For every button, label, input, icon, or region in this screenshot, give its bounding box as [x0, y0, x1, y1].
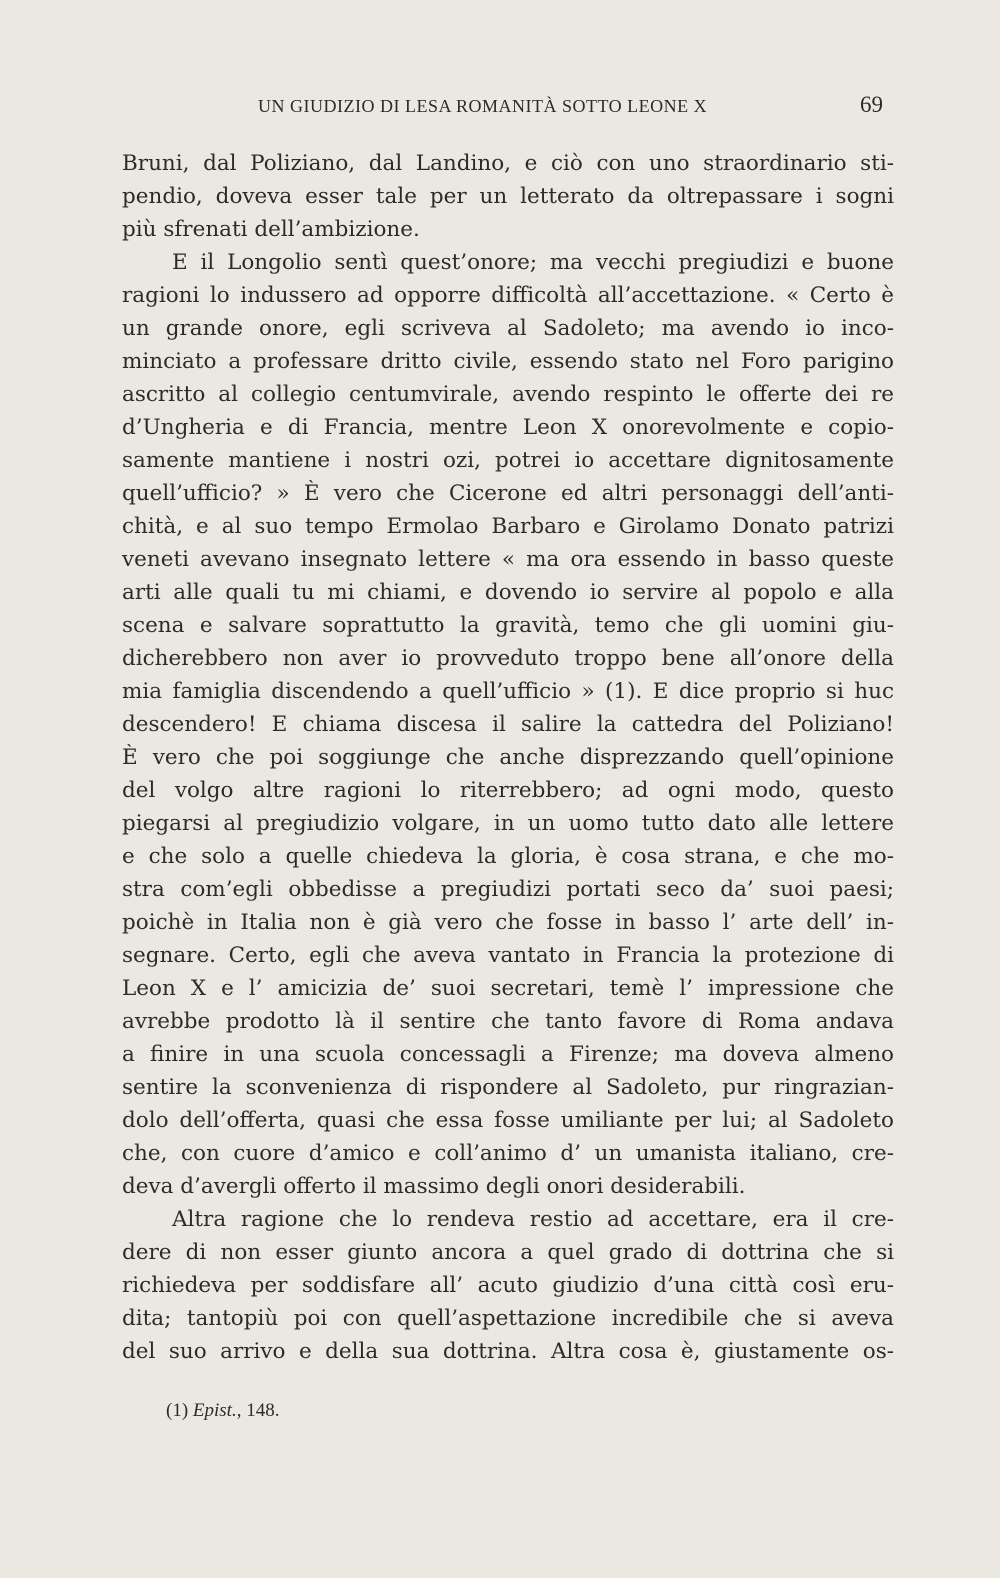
text-line: Leon X e l’ amicizia de’ suoi secretari, temè l’ impressione che [122, 976, 894, 1001]
text-line: E il Longolio sentì quest’onore; ma vecchi pregiudizi e buone [172, 250, 894, 275]
text-line: a finire in una scuola concessagli a Firenze; ma doveva almeno [122, 1042, 894, 1067]
text-line: dolo dell’offerta, quasi che essa fosse umiliante per lui; al Sadoleto [122, 1108, 894, 1133]
text-line: descendero! E chiama discesa il salire la cattedra del Poliziano! [122, 712, 894, 737]
text-line: piegarsi al pregiudizio volgare, in un uomo tutto dato alle lettere [122, 811, 894, 836]
text-line: veneti avevano insegnato lettere « ma ora essendo in basso queste [122, 547, 894, 572]
footnote-reference: , 148. [236, 1400, 280, 1421]
text-line: stra com’egli obbedisse a pregiudizi portati seco da’ suoi paesi; [122, 877, 894, 902]
footnote-source: Epist. [192, 1400, 237, 1421]
text-line: minciato a professare dritto civile, essendo stato nel Foro parigino [122, 349, 894, 374]
text-line: d’Ungheria e di Francia, mentre Leon X onorevolmente e copio- [122, 415, 894, 440]
page-number: 69 [860, 92, 883, 117]
text-line: avrebbe prodotto là il sentire che tanto favore di Roma andava [122, 1009, 894, 1034]
text-line: poichè in Italia non è già vero che fosse in basso l’ arte dell’ in- [122, 910, 894, 935]
text-line: ascritto al collegio centumvirale, avendo respinto le offerte dei re [122, 382, 894, 407]
text-line: del volgo altre ragioni lo riterrebbero; ad ogni modo, questo [122, 778, 894, 803]
text-line: e che solo a quelle chiedeva la gloria, è cosa strana, e che mo- [122, 844, 894, 869]
text-line: samente mantiene i nostri ozi, potrei io accettare dignitosamente [122, 448, 894, 473]
text-line: sentire la sconvenienza di rispondere al Sadoleto, pur ringrazian- [122, 1075, 894, 1100]
running-head: UN GIUDIZIO DI LESA ROMANITÀ SOTTO LEONE X [258, 96, 708, 116]
text-line: del suo arrivo e della sua dottrina. Altra cosa è, giustamente os- [122, 1339, 894, 1364]
text-line: dere di non esser giunto ancora a quel grado di dottrina che si [122, 1240, 894, 1265]
text-line: un grande onore, egli scriveva al Sadoleto; ma avendo io inco- [122, 316, 894, 341]
text-line: arti alle quali tu mi chiami, e dovendo io servire al popolo e alla [122, 580, 894, 605]
footnote [166, 1400, 279, 1422]
text-line: Bruni, dal Poliziano, dal Landino, e ciò con uno straordinario sti- [122, 151, 894, 176]
text-line: scena e salvare soprattutto la gravità, temo che gli uomini giu- [122, 613, 894, 638]
text-line: più sfrenati dell’ambizione. [122, 217, 420, 242]
text-line: segnare. Certo, egli che aveva vantato in Francia la protezione di [122, 943, 894, 968]
text-line: pendio, doveva esser tale per un letterato da oltrepassare i sogni [122, 184, 894, 209]
text-line: mia famiglia discendendo a quell’ufficio » (1). E dice proprio si huc [122, 679, 894, 704]
text-line: chità, e al suo tempo Ermolao Barbaro e Girolamo Donato patrizi [122, 514, 894, 539]
footnote-number: (1) [166, 1400, 189, 1421]
text-line: È vero che poi soggiunge che anche disprezzando quell’opinione [122, 745, 894, 770]
text-line: dita; tantopiù poi con quell’aspettazione incredibile che si aveva [122, 1306, 894, 1331]
text-line: deva d’avergli offerto il massimo degli onori desiderabili. [122, 1174, 746, 1199]
text-line: quell’ufficio? » È vero che Cicerone ed altri personaggi dell’anti- [122, 481, 894, 506]
text-line: richiedeva per soddisfare all’ acuto giudizio d’una città così eru- [122, 1273, 894, 1298]
text-line: ragioni lo indussero ad opporre difficoltà all’accettazione. « Certo è [122, 283, 894, 308]
text-line: Altra ragione che lo rendeva restio ad accettare, era il cre- [172, 1207, 894, 1232]
text-line: che, con cuore d’amico e coll’animo d’ un umanista italiano, cre- [122, 1141, 894, 1166]
text-line: dicherebbero non aver io provveduto troppo bene all’onore della [122, 646, 894, 671]
